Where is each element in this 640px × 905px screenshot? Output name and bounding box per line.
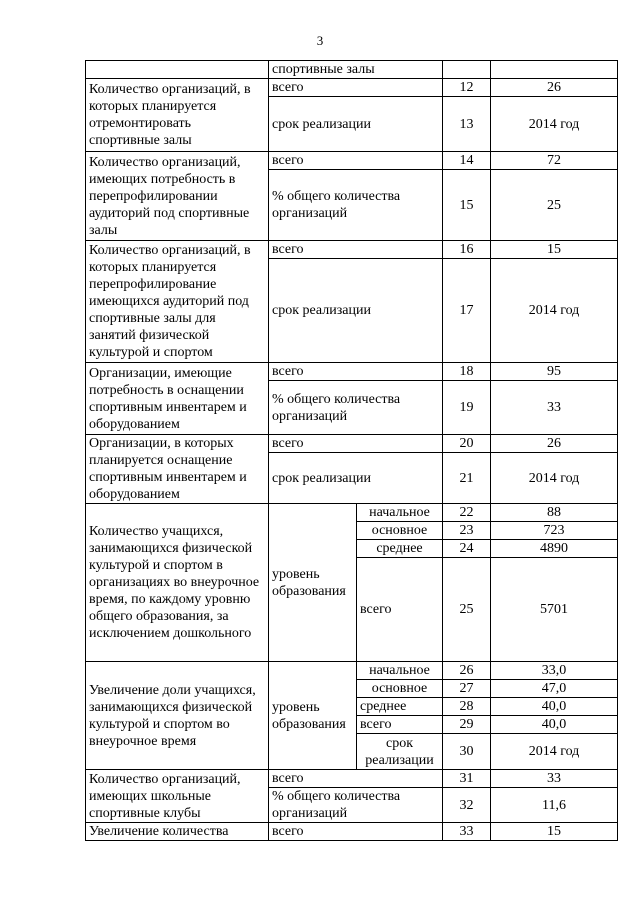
value-cell: 26 bbox=[491, 435, 618, 453]
sub-cell: начальное bbox=[357, 662, 443, 680]
num-cell: 16 bbox=[443, 241, 491, 259]
value-cell: 15 bbox=[491, 241, 618, 259]
value-cell: 33,0 bbox=[491, 662, 618, 680]
num-cell: 33 bbox=[443, 823, 491, 841]
value-cell: 4890 bbox=[491, 540, 618, 558]
sub-cell: срок реализации bbox=[269, 97, 443, 152]
indicator-cell: Увеличение доли учащихся, занимающихся физической культурой и спортом во внеурочное время bbox=[86, 662, 269, 770]
value-cell: 723 bbox=[491, 522, 618, 540]
num-cell: 23 bbox=[443, 522, 491, 540]
sub-cell: % общего количества организаций bbox=[269, 381, 443, 435]
num-cell: 15 bbox=[443, 170, 491, 241]
sub-cell: всего bbox=[269, 770, 443, 788]
num-cell: 29 bbox=[443, 716, 491, 734]
table-row bbox=[86, 435, 618, 453]
value-cell: 26 bbox=[491, 79, 618, 97]
value-cell: 11,6 bbox=[491, 788, 618, 823]
indicator-cell: Количество учащихся, занимающихся физической культурой и спортом в организациях во внеурочное время, по каждому уровню общего образования, за исключением дошкольного bbox=[86, 504, 269, 662]
sub-cell: всего bbox=[269, 79, 443, 97]
num-cell: 27 bbox=[443, 680, 491, 698]
page-number: 3 bbox=[316, 33, 324, 48]
value-cell: 40,0 bbox=[491, 698, 618, 716]
num-cell: 18 bbox=[443, 363, 491, 381]
num-cell: 17 bbox=[443, 259, 491, 363]
num-cell: 26 bbox=[443, 662, 491, 680]
value-cell bbox=[491, 61, 618, 79]
num-cell: 30 bbox=[443, 734, 491, 770]
value-cell: 95 bbox=[491, 363, 618, 381]
num-cell: 20 bbox=[443, 435, 491, 453]
num-cell: 24 bbox=[443, 540, 491, 558]
table-row bbox=[86, 61, 618, 79]
group-cell: уровень образования bbox=[269, 662, 357, 770]
table-row bbox=[86, 363, 618, 381]
sub-cell: срок реализации bbox=[269, 259, 443, 363]
indicator-cell: Количество организаций, имеющих потребность в перепрофилировании аудиторий под спортивные залы bbox=[86, 152, 269, 241]
indicator-cell: Организации, в которых планируется оснащение спортивным инвентарем и оборудованием bbox=[86, 435, 269, 504]
sub-cell: % общего количества организаций bbox=[269, 788, 443, 823]
table-row bbox=[86, 241, 618, 259]
num-cell: 28 bbox=[443, 698, 491, 716]
table-row bbox=[86, 823, 618, 841]
sub-cell: всего bbox=[357, 558, 443, 662]
num-cell: 19 bbox=[443, 381, 491, 435]
sub-cell: срок реализации bbox=[269, 453, 443, 504]
value-cell: 2014 год bbox=[491, 453, 618, 504]
value-cell: 25 bbox=[491, 170, 618, 241]
group-cell: уровень образования bbox=[269, 504, 357, 662]
sub-cell: среднее bbox=[357, 698, 443, 716]
num-cell: 14 bbox=[443, 152, 491, 170]
num-cell: 21 bbox=[443, 453, 491, 504]
value-cell: 5701 bbox=[491, 558, 618, 662]
sub-cell: всего bbox=[269, 435, 443, 453]
sub-cell: всего bbox=[357, 716, 443, 734]
num-cell: 25 bbox=[443, 558, 491, 662]
num-cell bbox=[443, 61, 491, 79]
indicator-cell: Количество организаций, в которых планируется отремонтировать спортивные залы bbox=[86, 79, 269, 152]
num-cell: 12 bbox=[443, 79, 491, 97]
num-cell: 13 bbox=[443, 97, 491, 152]
value-cell: 2014 год bbox=[491, 734, 618, 770]
indicator-cell: Количество организаций, в которых планируется перепрофилирование имеющихся аудиторий под спортивные залы для занятий физической культурой и спортом bbox=[86, 241, 269, 363]
indicator-cell bbox=[86, 61, 269, 79]
sub-cell: % общего количества организаций bbox=[269, 170, 443, 241]
table-row bbox=[86, 152, 618, 170]
sub-cell: основное bbox=[357, 522, 443, 540]
table-row bbox=[86, 504, 618, 522]
sub-cell: основное bbox=[357, 680, 443, 698]
sub-cell: всего bbox=[269, 241, 443, 259]
indicators-table bbox=[85, 60, 618, 841]
value-cell: 88 bbox=[491, 504, 618, 522]
num-cell: 31 bbox=[443, 770, 491, 788]
sub-cell: всего bbox=[269, 363, 443, 381]
table-row bbox=[86, 79, 618, 97]
table-row bbox=[86, 662, 618, 680]
value-cell: 33 bbox=[491, 770, 618, 788]
num-cell: 32 bbox=[443, 788, 491, 823]
sub-cell: среднее bbox=[357, 540, 443, 558]
value-cell: 2014 год bbox=[491, 259, 618, 363]
num-cell: 22 bbox=[443, 504, 491, 522]
sub-cell: начальное bbox=[357, 504, 443, 522]
value-cell: 15 bbox=[491, 823, 618, 841]
indicator-cell: Увеличение количества bbox=[86, 823, 269, 841]
value-cell: 40,0 bbox=[491, 716, 618, 734]
sub-cell: срок реализации bbox=[357, 734, 443, 770]
value-cell: 72 bbox=[491, 152, 618, 170]
indicator-cell: Организации, имеющие потребность в оснащении спортивным инвентарем и оборудованием bbox=[86, 363, 269, 435]
sub-cell: всего bbox=[269, 823, 443, 841]
table-row bbox=[86, 770, 618, 788]
value-cell: 47,0 bbox=[491, 680, 618, 698]
indicator-cell: Количество организаций, имеющих школьные спортивные клубы bbox=[86, 770, 269, 823]
sub-cell: всего bbox=[269, 152, 443, 170]
value-cell: 33 bbox=[491, 381, 618, 435]
value-cell: 2014 год bbox=[491, 97, 618, 152]
sub-cell: спортивные залы bbox=[269, 61, 443, 79]
